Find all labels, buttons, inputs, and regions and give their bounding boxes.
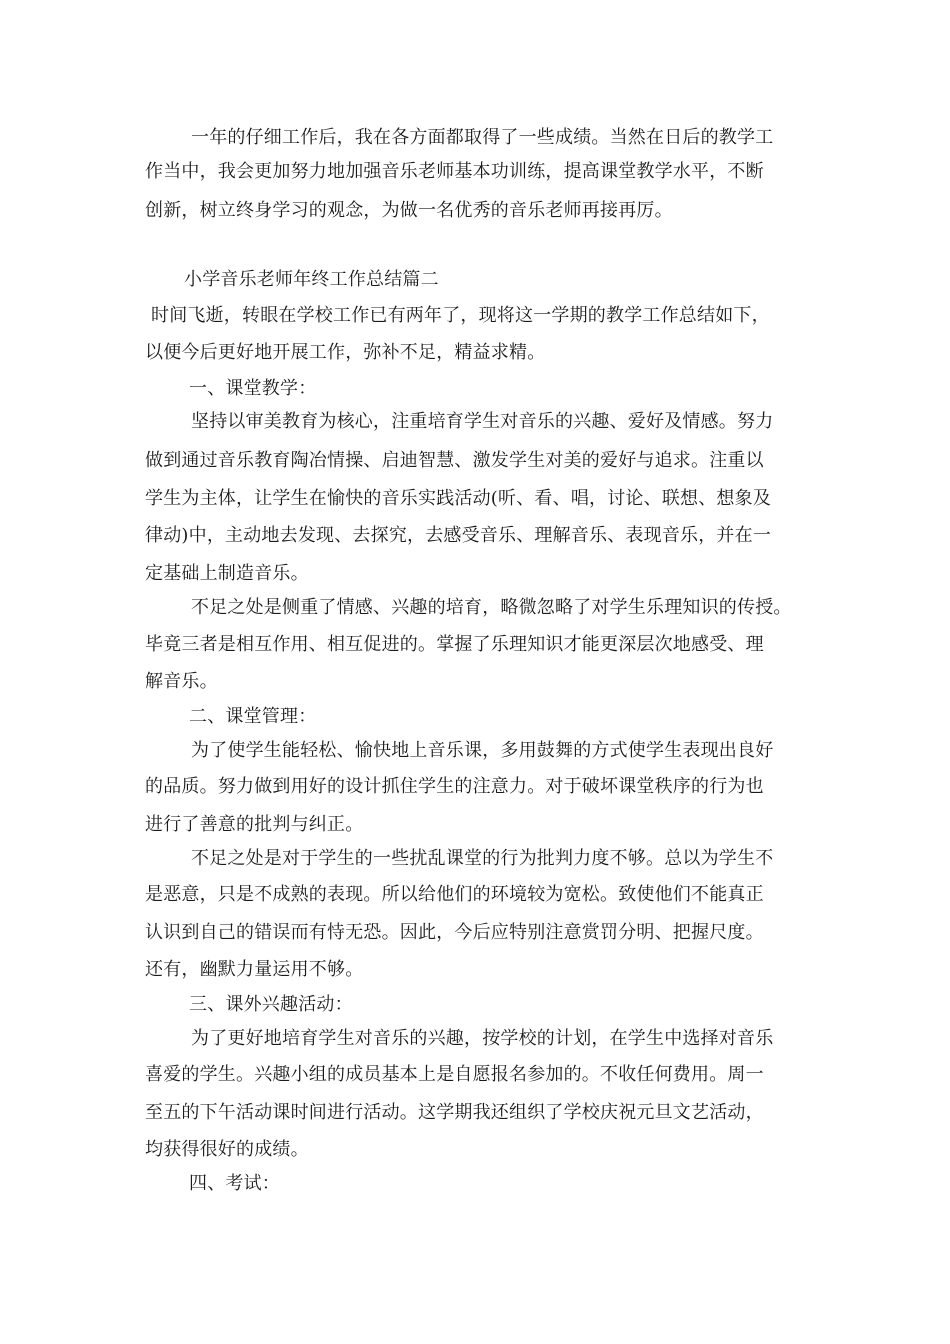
section1-p1-line-5: 定基础上制造音乐。 <box>145 563 309 584</box>
section2-p1-line-3: 进行了善意的批判与纠正。 <box>145 814 364 835</box>
section1-p1-line-3: 学生为主体，让学生在愉快的音乐实践活动(听、看、唱，讨论、联想、想象及 <box>145 488 772 509</box>
intro-line-2: 作当中，我会更加努力地加强音乐老师基本功训练，提高课堂教学水平，不断 <box>145 161 764 182</box>
section3-p1-line-3: 至五的下午活动课时间进行活动。这学期我还组织了学校庆祝元旦文艺活动， <box>145 1102 764 1123</box>
section1-heading: 一、课堂教学： <box>189 378 317 399</box>
section2-p2-line-2: 是恶意，只是不成熟的表现。所以给他们的环境较为宽松。致使他们不能真正 <box>145 884 764 905</box>
section2-p1-line-2: 的品质。努力做到用好的设计抓住学生的注意力。对于破坏课堂秩序的行为也 <box>145 776 764 797</box>
opening-line-1: 时间飞逝，转眼在学校工作已有两年了，现将这一学期的教学工作总结如下， <box>151 305 770 326</box>
section1-p2-line-3: 解音乐。 <box>145 671 218 692</box>
section2-p2-line-4: 还有，幽默力量运用不够。 <box>145 959 364 980</box>
section2-heading: 二、课堂管理： <box>189 706 317 727</box>
section3-heading: 三、课外兴趣活动： <box>189 994 353 1015</box>
section1-p1-line-4: 律动)中，主动地去发现、去探究，去感受音乐、理解音乐、表现音乐，并在一 <box>145 525 772 546</box>
section1-p2-line-2: 毕竟三者是相互作用、相互促进的。掌握了乐理知识才能更深层次地感受、理 <box>145 634 764 655</box>
section3-p1-line-1: 为了更好地培育学生对音乐的兴趣，按学校的计划，在学生中选择对音乐 <box>191 1028 774 1049</box>
intro-line-1: 一年的仔细工作后，我在各方面都取得了一些成绩。当然在日后的教学工 <box>191 127 774 148</box>
document-subtitle: 小学音乐老师年终工作总结篇二 <box>184 269 439 290</box>
section3-p1-line-4: 均获得很好的成绩。 <box>145 1139 309 1160</box>
section1-p1-line-1: 坚持以审美教育为核心，注重培育学生对音乐的兴趣、爱好及情感。努力 <box>191 411 774 432</box>
opening-line-2: 以便今后更好地开展工作，弥补不足，精益求精。 <box>145 342 546 363</box>
section1-p2-line-1: 不足之处是侧重了情感、兴趣的培育，略微忽略了对学生乐理知识的传授。 <box>191 597 792 618</box>
section2-p1-line-1: 为了使学生能轻松、愉快地上音乐课，多用鼓舞的方式使学生表现出良好 <box>191 740 774 761</box>
section4-heading: 四、考试： <box>189 1173 280 1194</box>
section3-p1-line-2: 喜爱的学生。兴趣小组的成员基本上是自愿报名参加的。不收任何费用。周一 <box>145 1064 764 1085</box>
section1-p1-line-2: 做到通过音乐教育陶冶情操、启迪智慧、激发学生对美的爱好与追求。注重以 <box>145 450 764 471</box>
intro-line-3: 创新，树立终身学习的观念，为做一名优秀的音乐老师再接再厉。 <box>145 200 673 221</box>
section2-p2-line-3: 认识到自己的错误而有恃无恐。因此，今后应特别注意赏罚分明、把握尺度。 <box>145 922 764 943</box>
section2-p2-line-1: 不足之处是对于学生的一些扰乱课堂的行为批判力度不够。总以为学生不 <box>191 848 774 869</box>
